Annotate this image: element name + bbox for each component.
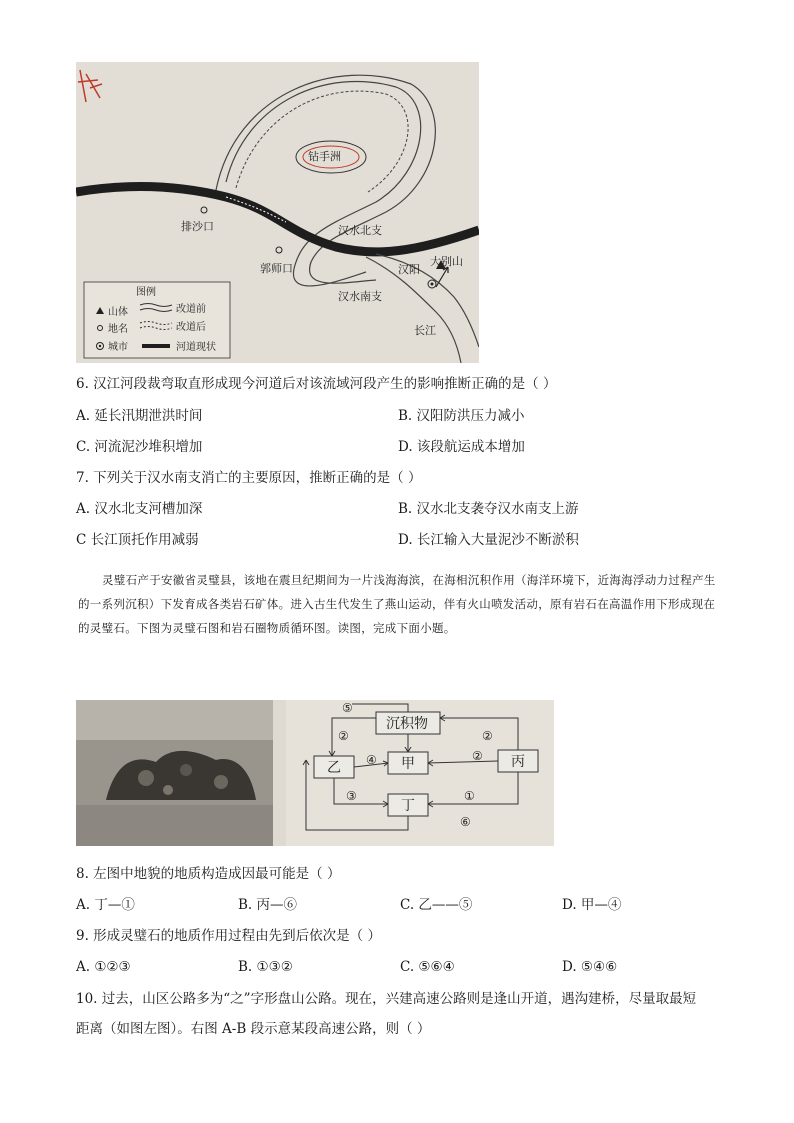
map-legend <box>84 282 230 358</box>
label-paishakou: 排沙口 <box>181 220 214 233</box>
node-sediment: 沉积物 <box>386 716 428 732</box>
label-4: ④ <box>366 753 377 767</box>
reading-passage: 灵璧石产于安徽省灵璧县，该地在震旦纪期间为一片浅海海滨，在海相沉积作用（海洋环境下，近海海浮动力过程产生的一系列沉积）下发育成各类岩石矿体。进入古生代发生了燕山运动，伴有火山喷发活动，原有岩石在高温作用下形成现在的灵璧石。下图为灵璧石图和岩石圈物质循环图。读图，完成下面小题。 <box>78 573 716 635</box>
label-dabieshan: 大别山 <box>430 255 463 268</box>
legend-place: 地名 <box>108 324 128 335</box>
legend-title: 图例 <box>136 287 156 298</box>
label-hanyang: 汉阳 <box>398 263 420 276</box>
legend-before: 改道前 <box>176 304 206 315</box>
legend-city: 城市 <box>108 342 128 353</box>
label-south-branch: 汉水南支 <box>338 290 382 303</box>
river-map-figure <box>76 62 479 363</box>
question-8-option-c[interactable]: C. 乙——⑤ <box>400 897 473 913</box>
question-6-option-a[interactable]: A. 延长汛期泄洪时间 <box>76 408 203 424</box>
node-yi: 乙 <box>327 760 341 776</box>
question-7-stem: 7. 下列关于汉水南支消亡的主要原因，推断正确的是（ ） <box>76 470 422 486</box>
question-7-option-a[interactable]: A. 汉水北支河槽加深 <box>76 501 203 517</box>
label-north-branch: 汉水北支 <box>338 224 382 237</box>
stone-figure <box>76 700 554 846</box>
question-7-option-b[interactable]: B. 汉水北支袭夺汉水南支上游 <box>398 501 579 517</box>
question-8-option-b[interactable]: B. 丙—⑥ <box>238 897 298 913</box>
label-1: ① <box>464 789 475 803</box>
node-bing: 丙 <box>511 754 525 770</box>
question-9-stem: 9. 形成灵璧石的地质作用过程由先到后依次是（ ） <box>76 928 381 944</box>
question-9-option-c[interactable]: C. ⑤⑥④ <box>400 959 455 975</box>
node-jia: 甲 <box>401 756 415 772</box>
label-2-left: ② <box>338 729 349 743</box>
label-2-mid: ② <box>472 749 483 763</box>
lingbi-stone-photo <box>76 700 273 846</box>
label-6: ⑥ <box>460 815 471 829</box>
label-5: ⑤ <box>342 701 353 715</box>
label-2-right: ② <box>482 729 493 743</box>
legend-mountain: 山体 <box>108 307 128 318</box>
river-map <box>76 62 479 363</box>
question-6-option-c[interactable]: C. 河流泥沙堆积增加 <box>76 439 203 455</box>
question-7-option-c[interactable]: C 长江顶托作用减弱 <box>76 532 199 548</box>
question-10-line-2: 距离（如图左图）。右图 A-B 段示意某段高速公路，则（ ） <box>76 1021 431 1037</box>
question-9-option-d[interactable]: D. ⑤④⑥ <box>562 959 618 975</box>
question-8-option-d[interactable]: D. 甲—④ <box>562 897 622 913</box>
question-6-stem: 6. 汉江河段裁弯取直形成现今河道后对该流域河段产生的影响推断正确的是（ ） <box>76 376 557 392</box>
question-7-option-d[interactable]: D. 长江输入大量泥沙不断淤积 <box>398 532 579 548</box>
label-changjiang: 长江 <box>414 324 436 337</box>
label-guoshikou: 郭师口 <box>260 262 293 275</box>
node-ding: 丁 <box>401 798 415 814</box>
legend-current: 河道现状 <box>176 342 216 353</box>
stone-and-cycle-figure <box>76 700 554 846</box>
rock-cycle-diagram <box>286 700 554 846</box>
label-3: ③ <box>346 789 357 803</box>
question-6-option-d[interactable]: D. 该段航运成本增加 <box>398 439 525 455</box>
label-island: 钻手洲 <box>308 150 341 163</box>
question-8-option-a[interactable]: A. 丁—① <box>76 897 135 913</box>
question-9-option-a[interactable]: A. ①②③ <box>76 959 131 975</box>
question-8-stem: 8. 左图中地貌的地质构造成因最可能是（ ） <box>76 866 341 882</box>
legend-after: 改道后 <box>176 322 206 333</box>
question-9-option-b[interactable]: B. ①③② <box>238 959 293 975</box>
question-6-option-b[interactable]: B. 汉阳防洪压力减小 <box>398 408 525 424</box>
question-10-line-1: 10. 过去，山区公路多为“之”字形盘山公路。现在，兴建高速公路则是逢山开道，遇沟建桥，尽量取最短 <box>76 991 697 1007</box>
